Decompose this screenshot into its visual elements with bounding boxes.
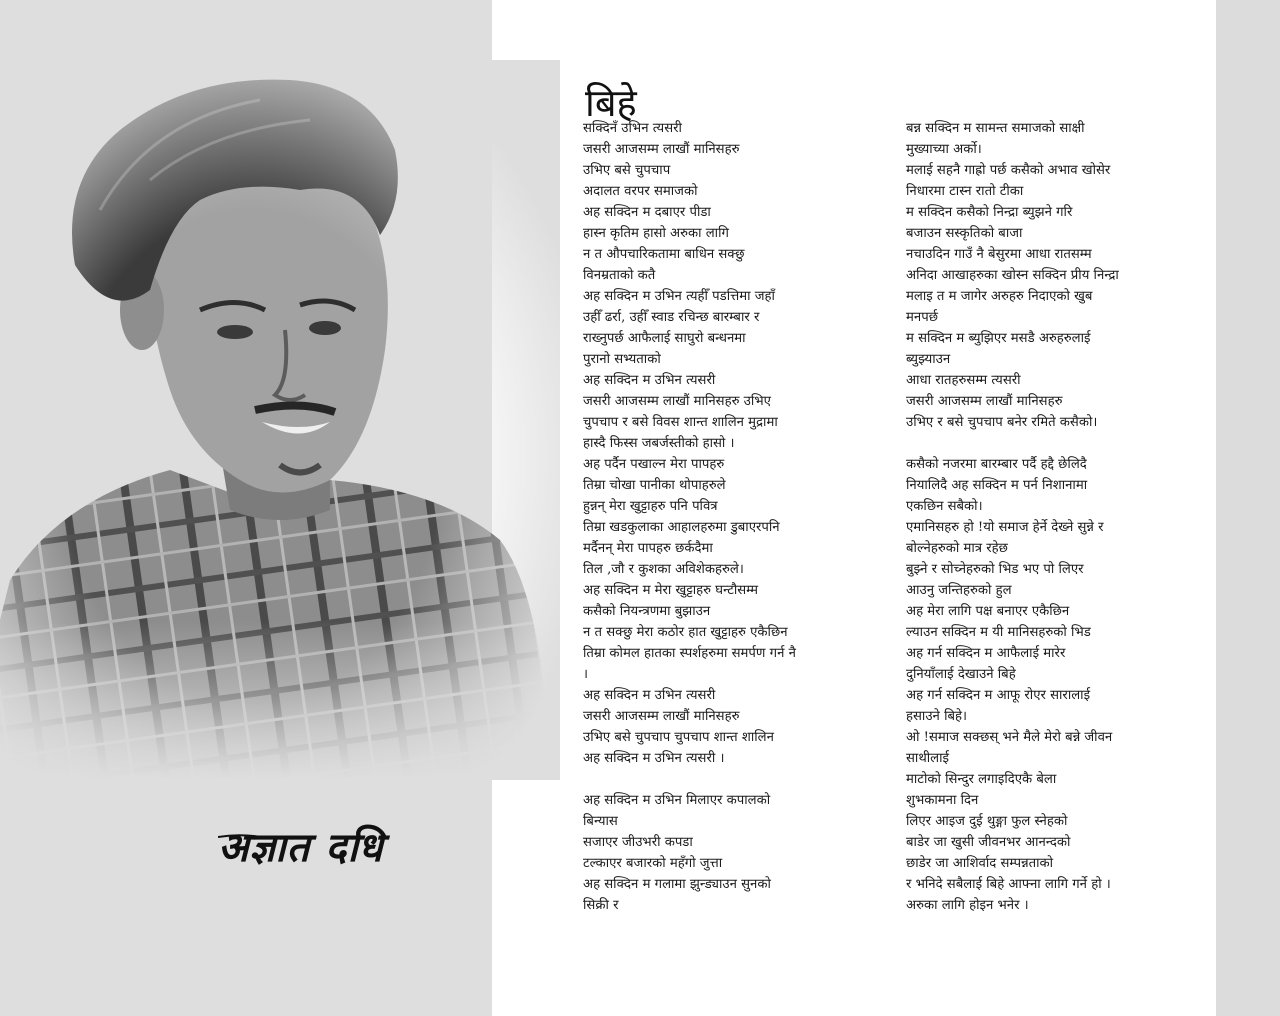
poem-line: एकछिन सबैको। — [906, 499, 983, 514]
poem-line: अह सक्दिन म उभिन त्यसरी — [583, 688, 716, 703]
poem-line: उभिए र बसे चुपचाप बनेर रमिते कसैको। — [906, 415, 1098, 430]
poem-line: सक्दिनँ उभिन त्यसरी — [583, 121, 682, 136]
poem-line: बजाउन सस्कृतिको बाजा — [906, 226, 1023, 241]
poem-line: तिल ,जौ र कुशका अविशेकहरुले। — [583, 562, 744, 577]
author-signature: अज्ञात दधि — [218, 825, 384, 871]
poem-line: आउनु जन्तिहरुको हुल — [906, 583, 1012, 598]
poem-line: हुन्नन् मेरा खुट्टाहरु पनि पवित्र — [583, 499, 718, 514]
poem-line: उभिए बसे चुपचाप चुपचाप शान्त शालिन — [583, 730, 774, 745]
poem-line: शुभकामना दिन — [906, 793, 979, 808]
poem-line: नियालिदै अह सक्दिन म पर्न निशानामा — [906, 478, 1088, 493]
poem-line: हास्न कृतिम हासो अरुका लागि — [583, 226, 729, 241]
poem-line: बाडेर जा खुसी जीवनभर आनन्दको — [906, 835, 1071, 850]
poem-line: आधा रातहरुसम्म त्यसरी — [906, 373, 1021, 388]
poem-line: बुझ्ने र सोच्नेहरुको भिड भए पो लिएर — [906, 562, 1084, 577]
poem-line: जसरी आजसम्म लाखौं मानिसहरु — [583, 709, 740, 724]
poem-line: दुनियाँलाई देखाउने बिहे — [906, 667, 1016, 682]
poem-line: निधारमा टास्न रातो टीका — [906, 184, 1024, 199]
poem-line: न त औपचारिकतामा बाधिन सक्छु — [583, 247, 745, 262]
poem-line: अह सक्दिन म उभिन त्यसरी । — [583, 751, 725, 766]
poem-line: म सक्दिन कसैको निन्द्रा ब्युझने गरि — [906, 205, 1073, 220]
poem-line: अह पर्दैन पखाल्न मेरा पापहरु — [583, 457, 725, 472]
poem-line: लिएर आइज दुई थुङ्गा फुल स्नेहको — [906, 814, 1068, 829]
poem-line: ओ !समाज सक्छस् भने मैले मेरो बन्ने जीवन — [906, 730, 1113, 745]
poem-line — [583, 769, 893, 790]
poem-line: अह सक्दिन म दबाएर पीडा — [583, 205, 711, 220]
poem-title: बिहे — [585, 81, 637, 126]
poem-line: मलाई सहनै गाह्रो पर्छ कसैको अभाव खोसेर — [906, 163, 1111, 178]
poem-line: अह मेरा लागि पक्ष बनाएर एकैछिन — [906, 604, 1070, 619]
poem-line: तिम्रा चोखा पानीका थोपाहरुले — [583, 478, 726, 493]
poem-line: बोल्नेहरुको मात्र रहेछ — [906, 541, 1008, 556]
poem-column-left — [583, 118, 893, 916]
poem-line: विनम्रताको कतै — [583, 268, 656, 283]
poem-line: सजाएर जीउभरी कपडा — [583, 835, 693, 850]
poem-line: म सक्दिन म ब्युझिएर मसडै अरुहरुलाई — [906, 331, 1091, 346]
poem-line: जसरी आजसम्म लाखौं मानिसहरु उभिए — [583, 394, 771, 409]
right-margin-strip — [1216, 0, 1280, 1016]
poem-column-right — [906, 118, 1206, 916]
poem-line: बन्न सक्दिन म सामन्त समाजको साक्षी — [906, 121, 1085, 136]
poem-line: तिम्रा खडकुलाका आहालहरुमा डुबाएरपनि — [583, 520, 780, 535]
poem-line: माटोको सिन्दुर लगाइदिएकै बेला — [906, 772, 1057, 787]
poem-line: हास्दै फिस्स जबर्जस्तीको हासो । — [583, 436, 735, 451]
poem-line: अनिदा आखाहरुका खोस्न सक्दिन प्रीय निन्द्रा — [906, 268, 1119, 283]
poem-line: अरुका लागि होइन भनेर । — [906, 898, 1029, 913]
poem-line: सिक्री र — [583, 898, 619, 913]
poem-line: उहीँ ढर्रा, उहीँ स्वाड रचिन्छ बारम्बार र — [583, 310, 760, 325]
poem-line: एमानिसहरु हो !यो समाज हेर्ने देख्ने सुन्ने र — [906, 520, 1104, 535]
poem-line: पुरानो सभ्यताको — [583, 352, 661, 367]
poem-line: टल्काएर बजारको महँगो जुत्ता — [583, 856, 723, 871]
poem-line: अह गर्न सक्दिन म आफैलाई मारेर — [906, 646, 1066, 661]
poem-line: न त सक्छु मेरा कठोर हात खुट्टाहरु एकैछिन — [583, 625, 788, 640]
poem-line: । — [583, 667, 588, 682]
poem-line: जसरी आजसम्म लाखौं मानिसहरु — [906, 394, 1063, 409]
poem-line: मनपर्छ — [906, 310, 938, 325]
poem-line: अह सक्दिन म उभिन मिलाएर कपालको — [583, 793, 771, 808]
poem-line: कसैको नजरमा बारम्बार पर्दै हद्दै छेलिदै — [906, 457, 1087, 472]
poem-line: कसैको नियन्त्रणमा बुझाउन — [583, 604, 711, 619]
poem-line: मलाइ त म जागेर अरुहरु निदाएको खुब — [906, 289, 1093, 304]
poem-line: अह सक्दिन म उभिन त्यहीँ पडत्तिमा जहाँ — [583, 289, 775, 304]
poem-line: अह सक्दिन म मेरा खुट्टाहरु घन्टौसम्म — [583, 583, 759, 598]
poem-line: हसाउने बिहे। — [906, 709, 968, 724]
poem-line: अह सक्दिन म उभिन त्यसरी — [583, 373, 716, 388]
poem-line: अह गर्न सक्दिन म आफू रोएर सारालाई — [906, 688, 1091, 703]
author-portrait — [0, 60, 560, 780]
poem-line: नचाउदिन गाउँ नै बेसुरमा आधा रातसम्म — [906, 247, 1092, 262]
poem-line: साथीलाई — [906, 751, 950, 766]
poem-line: अदालत वरपर समाजको — [583, 184, 698, 199]
poem-line: मर्दैनन् मेरा पापहरु छर्कदैमा — [583, 541, 713, 556]
poem-line: र भनिदे सबैलाई बिहे आफ्ना लागि गर्ने हो । — [906, 877, 1111, 892]
poem-line: ल्याउन सक्दिन म यी मानिसहरुको भिड — [906, 625, 1091, 640]
poem-line: उभिए बसे चुपचाप — [583, 163, 671, 178]
poem-line: छाडेर जा आशिर्वाद सम्पन्नताको — [906, 856, 1054, 871]
poem-line: ब्युझ्याउन — [906, 352, 951, 367]
poem-line: अह सक्दिन म गलामा झुन्ड्याउन सुनको — [583, 877, 771, 892]
poem-line: बिन्यास — [583, 814, 618, 829]
poem-line: चुपचाप र बसे विवस शान्त शालिन मुद्रामा — [583, 415, 778, 430]
poem-line: तिम्रा कोमल हातका स्पर्शहरुमा समर्पण गर्न नै — [583, 646, 796, 661]
poem-line: राख्नुपर्छ आफैलाई साघुरो बन्धनमा — [583, 331, 746, 346]
poem-line: जसरी आजसम्म लाखौं मानिसहरु — [583, 142, 740, 157]
poem-line — [906, 433, 1206, 454]
poem-line: मुख्याच्या अर्को। — [906, 142, 982, 157]
